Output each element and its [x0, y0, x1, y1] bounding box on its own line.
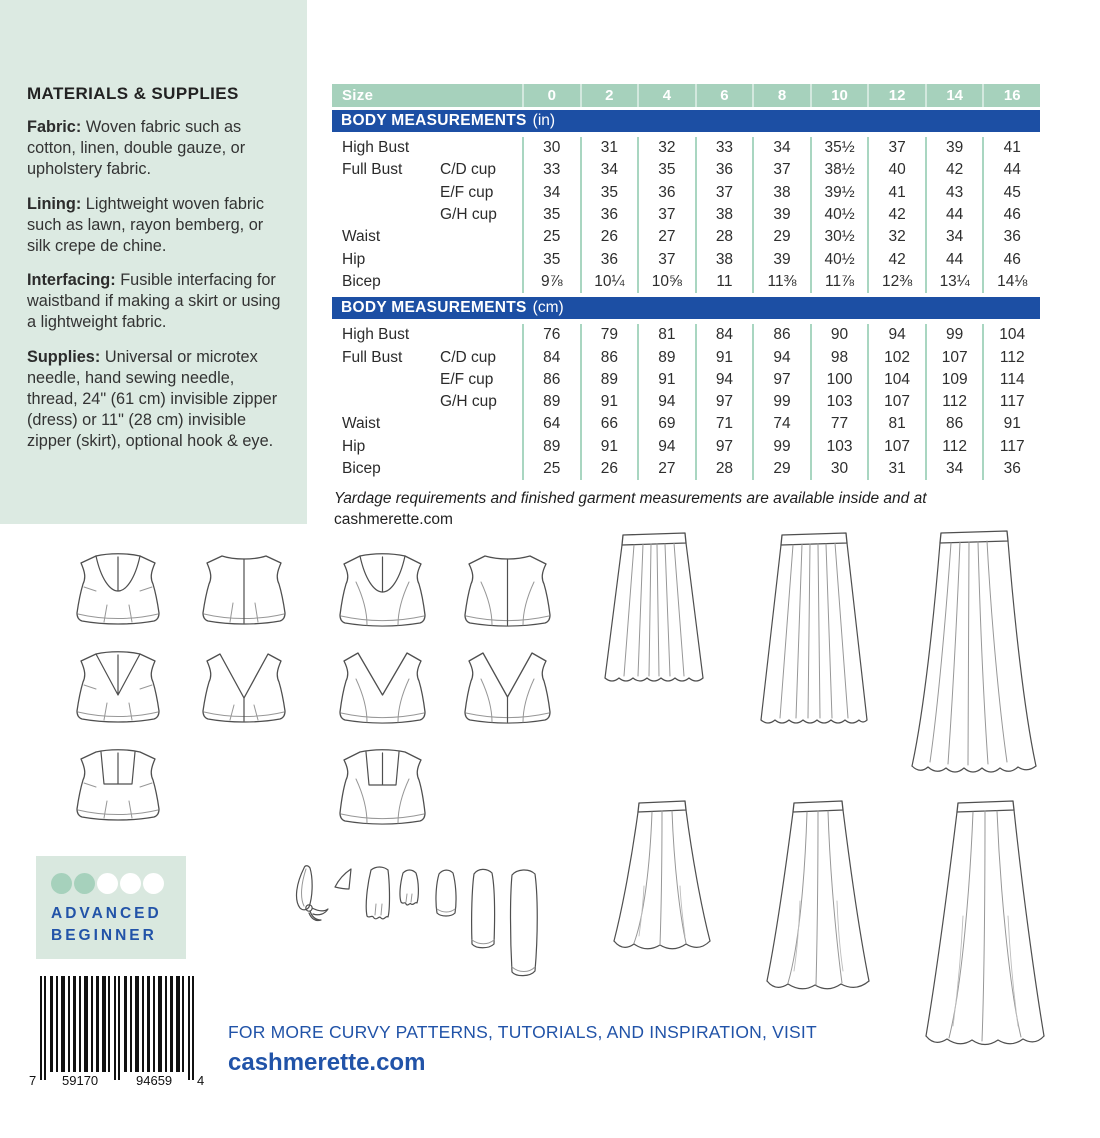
- measurement-value: 35: [522, 248, 580, 270]
- measurement-value: 86: [925, 413, 983, 435]
- bodice-princess-vneck-front-drawing: [330, 648, 435, 732]
- measurement-row: [332, 226, 1040, 248]
- measurement-value: 25: [522, 226, 580, 248]
- measurement-value: 89: [522, 436, 580, 458]
- measurement-sublabel: [440, 436, 522, 458]
- measurement-value: 39: [752, 204, 810, 226]
- materials-paragraph-text: Universal or microtex needle, hand sewing needle, thread, 24" (61 cm) invisible zipper (dress) or 11" (28 cm) invisible zipper (skirt), optional hook & eye.: [27, 347, 278, 451]
- measurement-value: 107: [867, 436, 925, 458]
- measurement-value: 41: [867, 182, 925, 204]
- measurement-value: 12⅜: [867, 271, 925, 293]
- measurement-value: 35: [580, 182, 638, 204]
- skill-dot: [120, 873, 141, 894]
- section-unit: (cm): [532, 299, 564, 317]
- measurement-value: 10⅝: [637, 271, 695, 293]
- measurement-values: [522, 458, 1040, 480]
- measurement-value: 66: [580, 413, 638, 435]
- measurement-value: 26: [580, 226, 638, 248]
- materials-paragraph: [27, 270, 283, 334]
- measurement-value: 99: [752, 436, 810, 458]
- measurement-value: 112: [925, 436, 983, 458]
- bodice-princess-square-front-drawing: [330, 746, 435, 836]
- measurement-values: [522, 346, 1040, 368]
- barcode-digit: 4: [197, 1073, 205, 1088]
- measurement-row: [332, 413, 1040, 435]
- measurement-value: 10¼: [580, 271, 638, 293]
- measurement-value: 33: [695, 137, 753, 159]
- measurement-sublabel: C/D cup: [440, 161, 496, 179]
- measurement-value: 38½: [810, 159, 868, 181]
- measurement-sublabel: G/H cup: [440, 206, 497, 224]
- size-value: 10: [810, 84, 868, 107]
- measurement-value: 31: [867, 458, 925, 480]
- measurement-value: 94: [867, 324, 925, 346]
- size-value: 12: [867, 84, 925, 107]
- measurement-value: 102: [867, 346, 925, 368]
- measurement-value: 34: [752, 137, 810, 159]
- size-value: 4: [637, 84, 695, 107]
- measurement-value: 25: [522, 458, 580, 480]
- measurement-label: Waist: [342, 228, 381, 246]
- materials-paragraph: [27, 117, 283, 181]
- measurement-value: 39½: [810, 182, 868, 204]
- measurement-sublabel: [440, 413, 522, 435]
- measurement-row: [332, 346, 1040, 368]
- measurement-value: 94: [637, 391, 695, 413]
- measurement-values: [522, 436, 1040, 458]
- bodice-vback-drawing: [194, 649, 294, 727]
- barcode-digit: 59170: [62, 1073, 99, 1088]
- measurement-value: 39: [752, 248, 810, 270]
- skill-level-badge: [36, 856, 186, 959]
- measurement-value: 37: [637, 248, 695, 270]
- gored-skirt-midi-drawing: [760, 796, 878, 1006]
- measurement-value: 34: [925, 226, 983, 248]
- materials-paragraph-text: Lightweight woven fabric such as lawn, rayon bemberg, or silk crepe de chine.: [27, 194, 265, 255]
- measurement-label: Waist: [342, 415, 381, 433]
- materials-supplies-panel: [0, 0, 307, 524]
- measurement-value: 103: [810, 436, 868, 458]
- measurement-value: 36: [580, 248, 638, 270]
- pleated-skirt-maxi-drawing: [904, 526, 1044, 788]
- measurement-value: 35½: [810, 137, 868, 159]
- cm-rows: [332, 324, 1040, 480]
- measurement-value: 35: [637, 159, 695, 181]
- measurement-value: 30: [522, 137, 580, 159]
- measurement-value: 44: [925, 248, 983, 270]
- measurement-row: [332, 369, 1040, 391]
- measurement-value: 28: [695, 226, 753, 248]
- materials-paragraph-label: Fabric:: [27, 118, 82, 136]
- measurement-value: 36: [695, 159, 753, 181]
- bodice-back-drawing: [194, 551, 294, 629]
- measurement-values: [522, 391, 1040, 413]
- measurement-value: 36: [982, 458, 1040, 480]
- measurement-value: 45: [982, 182, 1040, 204]
- measurement-value: 86: [522, 369, 580, 391]
- measurement-value: 97: [695, 436, 753, 458]
- measurement-value: 33: [522, 159, 580, 181]
- skill-dots: [51, 873, 186, 894]
- barcode-bars: [26, 972, 206, 1094]
- yardage-footnote-text: Yardage requirements and finished garment measurements are available inside and at: [334, 490, 927, 508]
- measurement-row: [332, 137, 1040, 159]
- footnote-website-link[interactable]: cashmerette.com: [334, 511, 453, 529]
- measurement-values: [522, 413, 1040, 435]
- inches-rows: [332, 137, 1040, 293]
- measurement-value: 117: [982, 391, 1040, 413]
- measurement-value: 107: [925, 346, 983, 368]
- measurement-values: [522, 324, 1040, 346]
- footer-website-link[interactable]: cashmerette.com: [228, 1049, 426, 1076]
- materials-paragraph-label: Lining:: [27, 194, 82, 213]
- measurement-value: 26: [580, 458, 638, 480]
- measurement-value: 9⅞: [522, 271, 580, 293]
- measurement-values: [522, 182, 1040, 204]
- measurement-value: 11⅞: [810, 271, 868, 293]
- bodice-princess-vback-drawing: [455, 648, 560, 732]
- measurement-value: 46: [982, 204, 1040, 226]
- measurement-value: 37: [695, 182, 753, 204]
- measurement-value: 40½: [810, 248, 868, 270]
- barcode-digit: 7: [29, 1073, 37, 1088]
- measurement-label: Full Bust: [342, 348, 403, 366]
- measurement-value: 112: [982, 346, 1040, 368]
- upc-barcode: [26, 972, 206, 1094]
- measurement-label: Hip: [342, 250, 366, 268]
- measurement-value: 89: [580, 369, 638, 391]
- measurement-value: 76: [522, 324, 580, 346]
- measurement-value: 37: [637, 204, 695, 226]
- size-value: 14: [925, 84, 983, 107]
- measurement-values: [522, 204, 1040, 226]
- skill-dot: [97, 873, 118, 894]
- measurement-sublabel: [440, 324, 522, 346]
- measurement-value: 32: [637, 137, 695, 159]
- measurement-row: [332, 324, 1040, 346]
- measurement-label: High Bust: [342, 326, 410, 344]
- measurement-value: 74: [752, 413, 810, 435]
- measurement-value: 30: [810, 458, 868, 480]
- bodice-princess-back-drawing: [455, 551, 560, 635]
- measurement-value: 77: [810, 413, 868, 435]
- measurement-sublabel: [440, 248, 522, 270]
- measurement-value: 91: [695, 346, 753, 368]
- measurement-label: Bicep: [342, 272, 381, 290]
- measurement-value: 35: [522, 204, 580, 226]
- measurement-value: 32: [867, 226, 925, 248]
- size-value: 0: [522, 84, 580, 107]
- measurement-value: 104: [982, 324, 1040, 346]
- pleated-skirt-short-drawing: [594, 528, 714, 690]
- sleeve-pieces-drawing: [283, 856, 563, 986]
- measurement-value: 41: [982, 137, 1040, 159]
- measurement-values: [522, 248, 1040, 270]
- measurement-value: 107: [867, 391, 925, 413]
- size-header-values: [522, 84, 1040, 107]
- measurement-row: [332, 436, 1040, 458]
- measurement-value: 104: [867, 369, 925, 391]
- measurement-value: 42: [867, 248, 925, 270]
- measurement-value: 97: [752, 369, 810, 391]
- measurement-value: 36: [982, 226, 1040, 248]
- measurement-value: 30½: [810, 226, 868, 248]
- measurement-label: [332, 182, 440, 204]
- measurement-value: 103: [810, 391, 868, 413]
- section-band-cm: [332, 297, 1040, 319]
- gored-skirt-maxi-drawing: [918, 796, 1053, 1066]
- measurement-value: 31: [580, 137, 638, 159]
- bodice-vneck-front-drawing: [68, 649, 168, 727]
- measurement-sublabel: C/D cup: [440, 348, 496, 366]
- materials-paragraph: [27, 347, 283, 453]
- measurement-value: 13¼: [925, 271, 983, 293]
- measurement-row: [332, 458, 1040, 480]
- measurement-value: 37: [752, 159, 810, 181]
- measurement-value: 44: [982, 159, 1040, 181]
- measurement-value: 98: [810, 346, 868, 368]
- measurement-sublabel: G/H cup: [440, 393, 497, 411]
- measurement-value: 42: [925, 159, 983, 181]
- footer: [228, 1022, 817, 1077]
- materials-paragraph-text: Fusible interfacing for waistband if making a skirt or using a lightweight fabric.: [27, 271, 281, 332]
- measurement-value: 11⅜: [752, 271, 810, 293]
- measurement-sublabel: [440, 458, 522, 480]
- materials-supplies-heading: MATERIALS & SUPPLIES: [27, 84, 239, 103]
- measurement-sublabel: [440, 271, 522, 293]
- measurement-value: 40: [867, 159, 925, 181]
- measurement-value: 29: [752, 458, 810, 480]
- measurement-value: 37: [867, 137, 925, 159]
- measurement-value: 86: [580, 346, 638, 368]
- materials-paragraph-label: Interfacing:: [27, 271, 116, 290]
- measurement-value: 91: [982, 413, 1040, 435]
- measurement-row: [332, 204, 1040, 226]
- skill-level-line1: ADVANCED: [51, 905, 162, 922]
- measurement-values: [522, 159, 1040, 181]
- materials-paragraph: [27, 194, 283, 258]
- measurement-value: 27: [637, 458, 695, 480]
- measurement-value: 89: [522, 391, 580, 413]
- measurement-value: 29: [752, 226, 810, 248]
- measurement-value: 36: [637, 182, 695, 204]
- gored-skirt-short-drawing: [606, 796, 718, 964]
- yardage-footnote: [334, 489, 1040, 531]
- skill-level-label: [51, 903, 186, 948]
- measurement-value: 100: [810, 369, 868, 391]
- measurement-value: 114: [982, 369, 1040, 391]
- measurement-label: [332, 391, 440, 413]
- measurement-value: 81: [867, 413, 925, 435]
- measurement-label: [332, 204, 440, 226]
- measurement-row: [332, 271, 1040, 293]
- measurement-value: 99: [925, 324, 983, 346]
- measurement-sublabel: E/F cup: [440, 370, 494, 388]
- bodice-princess-scoop-front-drawing: [330, 551, 435, 635]
- section-heading: BODY MEASUREMENTS: [341, 299, 527, 317]
- size-header-label: Size: [342, 87, 374, 104]
- measurement-value: 44: [925, 204, 983, 226]
- measurement-label: Full Bust: [342, 161, 403, 179]
- materials-paragraph-label: Supplies:: [27, 347, 101, 366]
- measurement-values: [522, 271, 1040, 293]
- measurement-value: 27: [637, 226, 695, 248]
- measurement-value: 43: [925, 182, 983, 204]
- skill-dot: [143, 873, 164, 894]
- measurement-value: 90: [810, 324, 868, 346]
- measurement-value: 69: [637, 413, 695, 435]
- measurement-values: [522, 369, 1040, 391]
- measurement-value: 89: [637, 346, 695, 368]
- measurement-value: 14⅛: [982, 271, 1040, 293]
- measurement-value: 46: [982, 248, 1040, 270]
- skill-dot: [74, 873, 95, 894]
- measurement-row: [332, 159, 1040, 181]
- measurement-value: 84: [522, 346, 580, 368]
- measurement-label: High Bust: [342, 139, 410, 157]
- bodice-scoop-front-drawing: [68, 551, 168, 629]
- measurement-row: [332, 182, 1040, 204]
- measurement-label: Hip: [342, 437, 366, 455]
- measurement-value: 109: [925, 369, 983, 391]
- skill-level-line2: BEGINNER: [51, 927, 157, 945]
- skill-dot: [51, 873, 72, 894]
- measurement-value: 84: [695, 324, 753, 346]
- measurement-value: 38: [752, 182, 810, 204]
- measurement-value: 42: [867, 204, 925, 226]
- materials-paragraph-text: Woven fabric such as cotton, linen, double gauze, or upholstery fabric.: [27, 118, 246, 179]
- measurement-value: 64: [522, 413, 580, 435]
- measurement-label: [332, 369, 440, 391]
- barcode-digit: 94659: [136, 1073, 173, 1088]
- measurement-value: 112: [925, 391, 983, 413]
- measurement-value: 34: [925, 458, 983, 480]
- size-value: 2: [580, 84, 638, 107]
- measurement-value: 97: [695, 391, 753, 413]
- footer-tagline: FOR MORE CURVY PATTERNS, TUTORIALS, AND INSPIRATION, VISIT: [228, 1022, 817, 1042]
- measurement-value: 71: [695, 413, 753, 435]
- measurement-value: 79: [580, 324, 638, 346]
- section-unit: (in): [532, 112, 556, 129]
- measurement-value: 94: [637, 436, 695, 458]
- size-header-row: [332, 84, 1040, 107]
- measurement-row: [332, 248, 1040, 270]
- measurement-value: 34: [522, 182, 580, 204]
- measurement-value: 36: [580, 204, 638, 226]
- measurement-value: 117: [982, 436, 1040, 458]
- size-value: 8: [752, 84, 810, 107]
- measurement-values: [522, 226, 1040, 248]
- measurement-value: 81: [637, 324, 695, 346]
- pleated-skirt-midi-drawing: [752, 528, 877, 733]
- measurement-value: 91: [580, 391, 638, 413]
- measurement-value: 40½: [810, 204, 868, 226]
- measurement-row: [332, 391, 1040, 413]
- measurement-value: 38: [695, 204, 753, 226]
- measurement-values: [522, 137, 1040, 159]
- measurement-value: 99: [752, 391, 810, 413]
- measurement-value: 28: [695, 458, 753, 480]
- size-table: [332, 84, 1040, 531]
- measurement-value: 86: [752, 324, 810, 346]
- measurement-value: 94: [752, 346, 810, 368]
- measurement-sublabel: [440, 226, 522, 248]
- measurement-value: 34: [580, 159, 638, 181]
- measurement-value: 11: [695, 271, 753, 293]
- bodice-square-front-drawing: [68, 747, 168, 825]
- measurement-value: 38: [695, 248, 753, 270]
- measurement-sublabel: [440, 137, 522, 159]
- size-value: 6: [695, 84, 753, 107]
- measurement-value: 39: [925, 137, 983, 159]
- measurement-value: 91: [637, 369, 695, 391]
- measurement-sublabel: E/F cup: [440, 183, 494, 201]
- section-heading: BODY MEASUREMENTS: [341, 112, 527, 129]
- size-value: 16: [982, 84, 1040, 107]
- measurement-label: Bicep: [342, 460, 381, 477]
- measurement-value: 94: [695, 369, 753, 391]
- section-band-inches: [332, 110, 1040, 132]
- measurement-value: 91: [580, 436, 638, 458]
